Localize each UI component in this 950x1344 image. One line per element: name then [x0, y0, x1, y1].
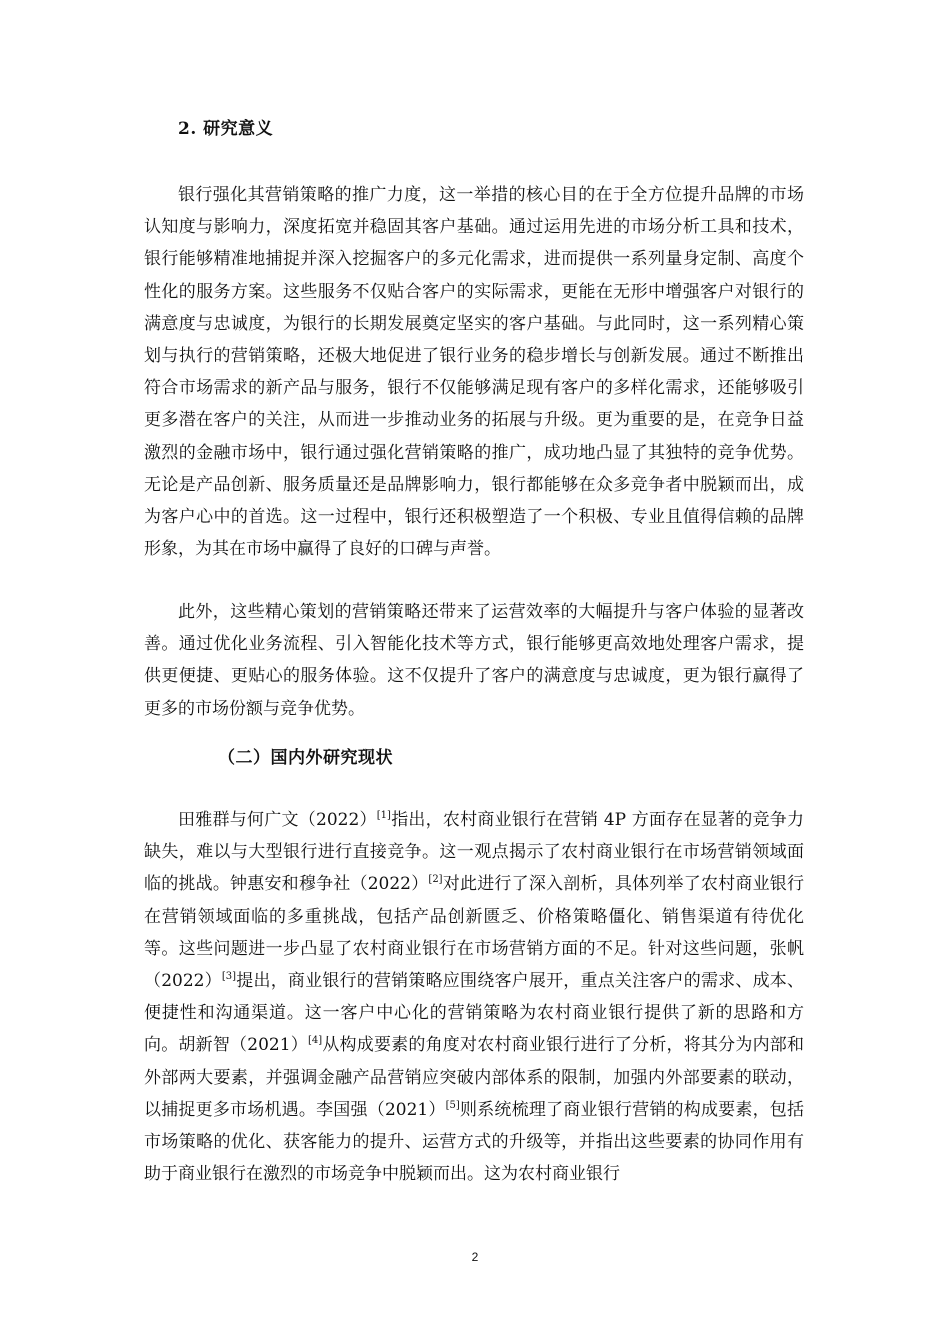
citation-marker: [2]: [428, 874, 443, 886]
body-paragraph: 银行强化其营销策略的推广力度，这一举措的核心目的在于全方位提升品牌的市场认知度与影响力，深度拓宽并稳固其客户基础。通过运用先进的市场分析工具和技术，银行能够精准地捕捉并深入挖掘客户的多元化需求，进而提供一系列量身定制、高度个性化的服务方案。这些服务不仅贴合客户的实际需求，更能在无形中增强客户对银行的满意度与忠诚度，为银行的长期发展奠定坚实的客户基础。与此同时，这一系列精心策划与执行的营销策略，还极大地促进了银行业务的稳步增长与创新发展。通过不断推出符合市场需求的新产品与服务，银行不仅能够满足现有客户的多样化需求，还能够吸引更多潜在客户的关注，从而进一步推动业务的拓展与升级。更为重要的是，在竞争日益激烈的金融市场中，银行通过强化营销策略的推广，成功地凸显了其独特的竞争优势。无论是产品创新、服务质量还是品牌影响力，银行都能够在众多竞争者中脱颖而出，成为客户心中的首选。这一过程中，银行还积极塑造了一个积极、专业且值得信赖的品牌形象，为其在市场中赢得了良好的口碑与声誉。: [144, 185, 804, 560]
paragraph-text: 田雅群与何广文（2022）: [178, 810, 377, 830]
paragraph-text: 对此进行了深入剖析，具体列举了农村商业银行在营销领域面临的多重挑战，包括产品创新匮乏、价格策略僵化、销售渠道有待优化等。这些问题进一步凸显了农村商业银行在市场营销方面的不足。针对这些问题，张帆（2022）: [144, 874, 805, 992]
paragraph-text: 从构成要素的角度对农村商业银行进行了分析，将其分为内部和外部两大要素，并强调金融产品营销应突破内部体系的限制，加强内外部要素的联动，以捕捉更多市场机遇。李国强（2021）: [144, 1035, 805, 1120]
section-heading: 2. 研究意义: [178, 119, 274, 139]
citation-marker: [5]: [445, 1099, 460, 1111]
body-paragraph: 此外，这些精心策划的营销策略还带来了运营效率的大幅提升与客户体验的显著改善。通过优化业务流程、引入智能化技术等方式，银行能够更高效地处理客户需求，提供更便捷、更贴心的服务体验。这不仅提升了客户的满意度与忠诚度，更为银行赢得了更多的市场份额与竞争优势。: [144, 602, 804, 719]
paragraph-text: 指出，农村商业银行在营销 4P 方面存在显著的竞争力缺失，难以与大型银行进行直接竞争。这一观点揭示了农村商业银行在市场营销领域面临的挑战。钟惠安和穆争社（2022）: [144, 810, 804, 895]
paragraph-text: 则系统梳理了商业银行营销的构成要素，包括市场策略的优化、获客能力的提升、运营方式的升级等，并指出这些要素的协同作用有助于商业银行在激烈的市场竞争中脱颖而出。这为农村商业银行: [144, 1099, 804, 1185]
page-number: 2: [471, 1250, 479, 1264]
subsection-heading: （二）国内外研究现状: [218, 748, 393, 768]
literature-review-paragraph: [144, 804, 804, 1190]
citation-marker: [3]: [221, 971, 237, 983]
paragraph-text: 提出，商业银行的营销策略应围绕客户展开，重点关注客户的需求、成本、便捷性和沟通渠道。这一客户中心化的营销策略为农村商业银行提供了新的思路和方向。胡新智（2021）: [144, 971, 805, 1056]
citation-marker: [1]: [376, 810, 391, 821]
citation-marker: [4]: [307, 1035, 323, 1047]
